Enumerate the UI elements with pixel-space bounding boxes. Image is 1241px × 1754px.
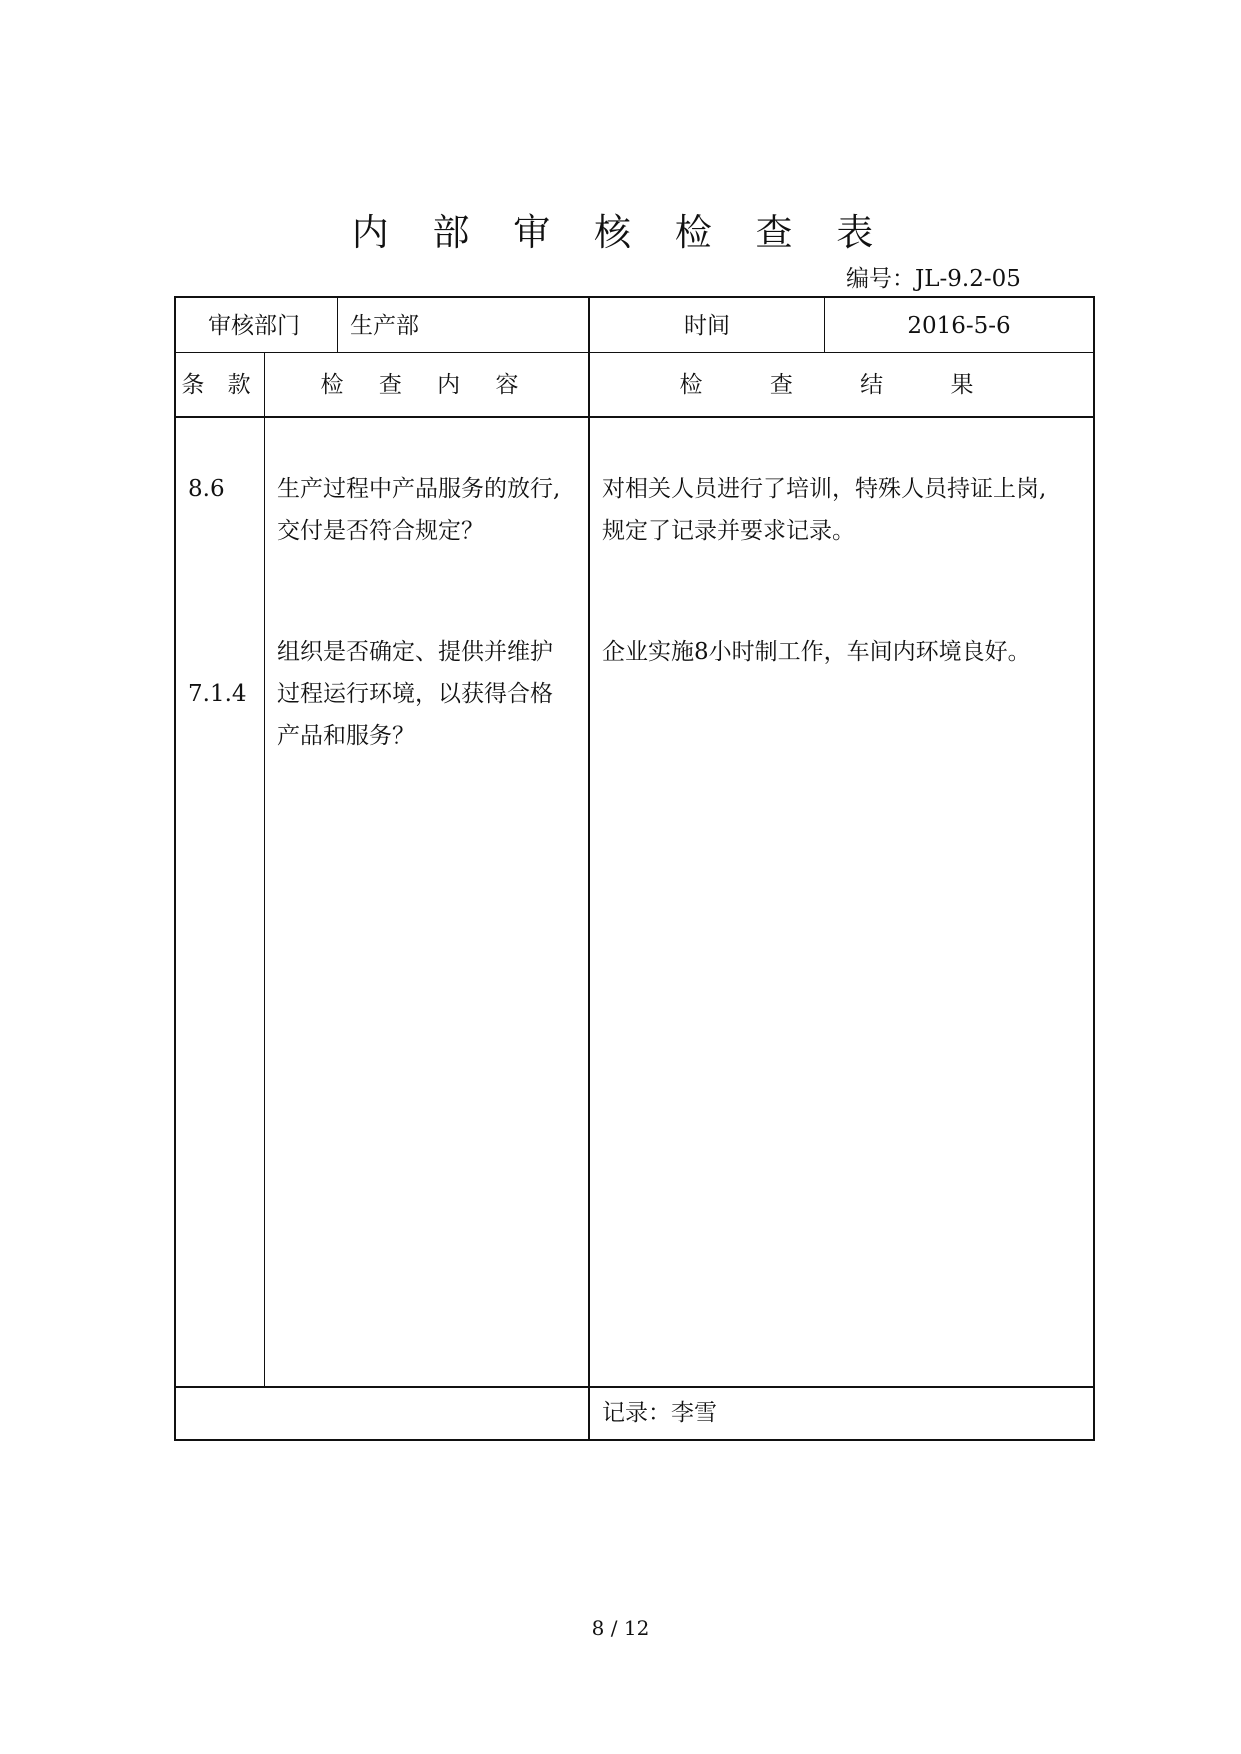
time-label: 时间 — [684, 313, 730, 339]
item-1-result-line: 对相关人员进行了培训，特殊人员持证上岗, — [602, 476, 1047, 502]
item-2-content-line: 过程运行环境，以获得合格 — [277, 681, 553, 707]
page-number: 8 / 12 — [591, 1616, 650, 1640]
document-code: 编号：JL-9.2-05 — [846, 266, 1021, 292]
item-2-content-line: 产品和服务？ — [277, 723, 415, 749]
document-title: 内 部 审 核 检 查 表 — [351, 211, 890, 254]
rule-header-bottom — [176, 352, 1093, 353]
item-2-clause: 7.1.4 — [188, 681, 247, 707]
item-1-result — [602, 468, 1046, 552]
rule-main-divider — [588, 298, 590, 1439]
audit-checklist-table — [174, 296, 1095, 1441]
item-1-content-line: 交付是否符合规定？ — [277, 518, 484, 544]
result-column-header: 检 查 结 果 — [679, 372, 1004, 398]
item-1-content — [277, 468, 560, 552]
item-2-result-line: 企业实施8小时制工作，车间内环境良好。 — [602, 639, 1031, 665]
rule-footer-top — [176, 1386, 1093, 1388]
dept-label: 审核部门 — [208, 313, 300, 339]
dept-value: 生产部 — [350, 313, 419, 339]
item-2-content-line: 组织是否确定、提供并维护 — [277, 639, 553, 665]
recorder-field: 记录：李雪 — [602, 1400, 717, 1426]
item-2-result — [602, 631, 1031, 673]
time-value: 2016-5-6 — [907, 313, 1011, 339]
rule-dept-divider — [337, 298, 338, 352]
rule-clause-divider — [264, 352, 265, 1386]
clause-column-header: 条 款 — [181, 372, 259, 398]
item-2-content — [277, 631, 553, 757]
item-1-content-line: 生产过程中产品服务的放行, — [277, 476, 561, 502]
content-column-header: 检 查 内 容 — [320, 372, 533, 398]
rule-column-header-bottom — [176, 416, 1093, 418]
item-1-clause: 8.6 — [188, 476, 225, 502]
item-1-result-line: 规定了记录并要求记录。 — [602, 518, 855, 544]
